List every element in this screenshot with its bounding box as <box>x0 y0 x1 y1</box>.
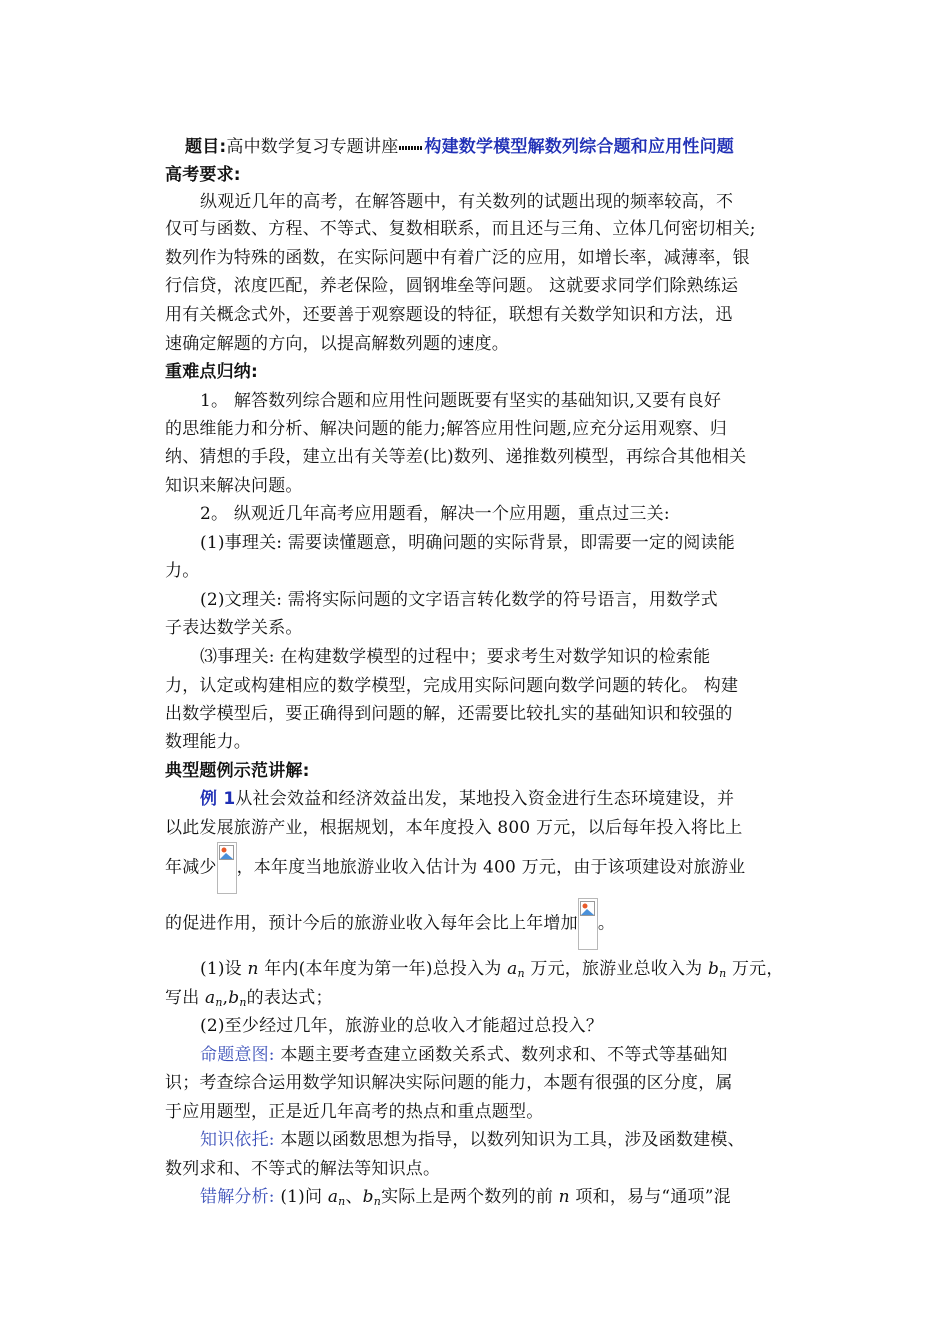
section-heading-gaokao: 高考要求: <box>165 165 241 185</box>
zhongnan-line: (2)文理关: 需将实际问题的文字语言转化数学的符号语言，用数学式 <box>200 590 718 610</box>
gaokao-line: 数列作为特殊的函数，在实际问题中有着广泛的应用，如增长率，减薄率，银 <box>165 248 750 268</box>
zhongnan-line: (1)事理关: 需要读懂题意，明确问题的实际背景，即需要一定的阅读能 <box>200 533 736 553</box>
gaokao-line: 纵观近几年的高考，在解答题中，有关数列的试题出现的频率较高，不 <box>200 192 734 212</box>
var-n: n <box>247 959 259 979</box>
error-analysis-label: 错解分析: <box>200 1187 275 1207</box>
gaokao-line: 仅可与函数、方程、不等式、复数相联系，而且还与三角、立体几何密切相关; <box>165 219 756 239</box>
section-heading-dianxing: 典型题例示范讲解: <box>165 761 310 781</box>
q1-text: 年内(本年度为第一年)总投入为 <box>258 959 508 979</box>
title-dots <box>399 146 423 150</box>
error-text: 实际上是两个数列的前 <box>381 1187 559 1207</box>
zhongnan-line: 纳、猜想的手段，建立出有关等差(比)数列、递推数列模型，再综合其他相关 <box>165 447 747 467</box>
q1-text: 万元， <box>726 959 784 979</box>
zhongnan-line: 的思维能力和分析、解决问题的能力;解答应用性问题,应充分运用观察、归 <box>165 419 727 439</box>
zhongnan-line: 子表达数学关系。 <box>165 618 303 638</box>
var-subscript-n: n <box>215 996 223 1009</box>
section-heading-zhongnan: 重难点归纳: <box>165 362 258 382</box>
gaokao-line: 行信贷，浓度匹配，养老保险，圆钢堆垒等问题。 这就要求同学们除熟练运 <box>165 276 739 296</box>
var-a: a <box>205 988 216 1008</box>
example-text: 的促进作用，预计今后的旅游业收入每年会比上年增加 <box>165 913 578 934</box>
var-b: b <box>707 959 720 979</box>
q1-text: 万元，旅游业总收入为 <box>524 959 708 979</box>
zhongnan-line: 数理能力。 <box>165 732 251 752</box>
error-text: 项和，易与“通项”混 <box>569 1187 731 1207</box>
example-text: ，本年度当地旅游业收入估计为 400 万元，由于该项建设对旅游业 <box>236 857 746 878</box>
title-colon: : <box>219 137 227 157</box>
intent-label: 命题意图: <box>200 1045 275 1065</box>
title-label: 题目 <box>185 137 220 157</box>
intent-line: 识；考查综合运用数学知识解决实际问题的能力，本题有很强的区分度，属 <box>165 1073 733 1093</box>
var-n: n <box>558 1187 570 1207</box>
example-line: 以此发展旅游产业，根据规划，本年度投入 800 万元，以后每年投入将比上 <box>165 818 743 838</box>
zhongnan-line: 力。 <box>165 561 200 581</box>
knowledge-text: 本题以函数思想为指导，以数列知识为工具，涉及函数建模、 <box>274 1130 745 1150</box>
var-a: a <box>507 959 518 979</box>
var-b: b <box>228 988 240 1008</box>
question-line: (2)至少经过几年，旅游业的总收入才能超过总投入？ <box>200 1016 604 1036</box>
q1-text: (1)设 <box>200 959 248 979</box>
broken-image-icon <box>217 842 237 894</box>
zhongnan-line: 力，认定或构建相应的数学模型，完成用实际问题向数学问题的转化。 构建 <box>165 676 739 696</box>
zhongnan-line: 2。 纵观近几年高考应用题看，解决一个应用题，重点过三关: <box>200 504 670 524</box>
var-b: b <box>362 1187 374 1207</box>
var-subscript-n: n <box>239 996 247 1009</box>
var-a: a <box>327 1187 339 1207</box>
var-subscript-n: n <box>517 967 525 980</box>
var-subscript-n: n <box>373 1195 382 1208</box>
gaokao-line: 用有关概念式外，还要善于观察题设的特征，联想有关数学知识和方法，迅 <box>165 305 733 325</box>
error-text: (1)问 <box>274 1187 328 1207</box>
title-prefix: 高中数学复习专题讲座 <box>226 137 399 157</box>
title-main: 构建数学模型解数列综合题和应用性问题 <box>424 137 735 157</box>
comma: , <box>222 988 229 1008</box>
intent-line <box>200 1044 825 1066</box>
var-subscript-n: n <box>338 1195 346 1208</box>
question-line <box>200 958 825 985</box>
zhongnan-line: ⑶事理关: 在构建数学模型的过程中；要求考生对数学知识的检索能 <box>200 647 711 667</box>
example-text: 年减少 <box>165 857 217 878</box>
knowledge-line <box>200 1129 825 1151</box>
question-line <box>165 987 790 1014</box>
q1-text: 的表达式； <box>246 988 333 1008</box>
zhongnan-line: 知识来解决问题。 <box>165 476 303 496</box>
gaokao-line: 速确定解题的方向，以提高解数列题的速度。 <box>165 334 509 354</box>
error-analysis-line <box>200 1186 825 1213</box>
intent-text: 本题主要考查建立函数关系式、数列求和、不等式等基础知 <box>274 1045 728 1065</box>
title-line <box>185 136 810 158</box>
example-line <box>200 788 825 810</box>
q1-text: 写出 <box>165 988 206 1008</box>
zhongnan-line: 出数学模型后，要正确得到问题的解，还需要比较扎实的基础知识和较强的 <box>165 704 733 724</box>
example-line <box>165 898 790 952</box>
example-label: 例 1 <box>200 789 236 809</box>
example-line <box>165 842 790 896</box>
knowledge-label: 知识依托: <box>200 1130 275 1150</box>
example-text: 从社会效益和经济效益出发，某地投入资金进行生态环境建设，并 <box>235 789 735 809</box>
zhongnan-line: 1。 解答数列综合题和应用性问题既要有坚实的基础知识,又要有良好 <box>200 391 722 411</box>
broken-image-icon <box>578 898 598 950</box>
separator: 、 <box>345 1187 363 1207</box>
example-text: 。 <box>597 913 616 934</box>
knowledge-line: 数列求和、不等式的解法等知识点。 <box>165 1159 441 1179</box>
var-subscript-n: n <box>719 967 727 980</box>
intent-line: 于应用题型，正是近几年高考的热点和重点题型。 <box>165 1102 544 1122</box>
